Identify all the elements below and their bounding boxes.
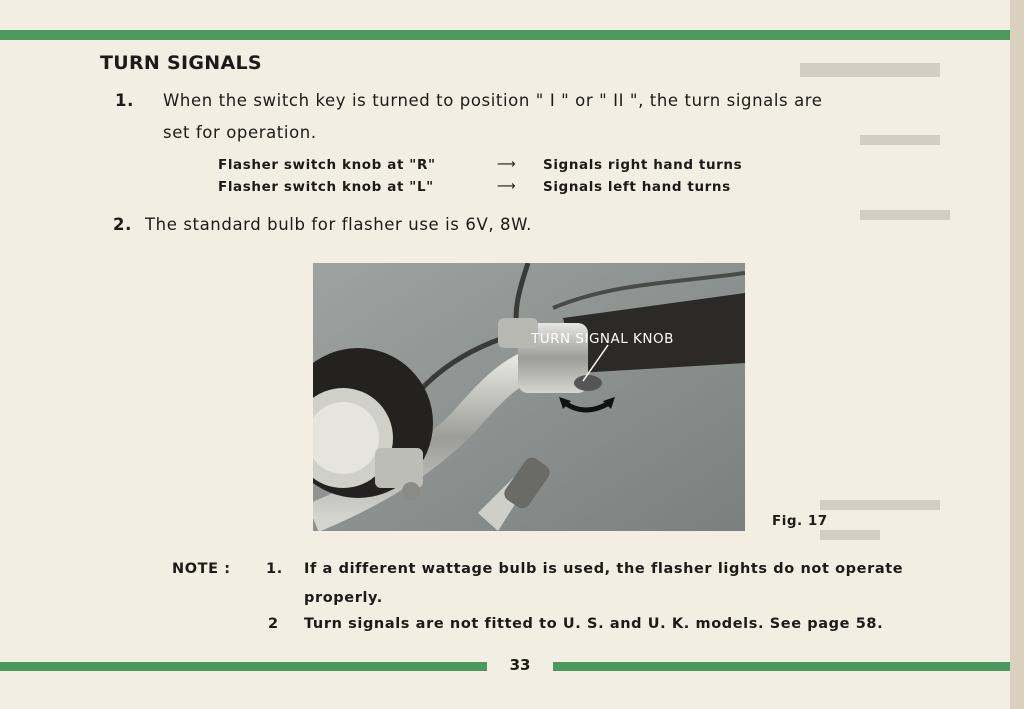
page-edge: [1010, 0, 1024, 709]
handlebar-photo: [313, 263, 745, 531]
bottom-green-rule-left: [0, 662, 487, 671]
figure-caption: Fig. 17: [772, 513, 828, 529]
flasher-l-condition: Flasher switch knob at "L": [218, 179, 434, 195]
arrow-icon: ⟶: [497, 157, 516, 172]
bottom-green-rule-right: [553, 662, 1024, 671]
flasher-l-result: Signals left hand turns: [543, 179, 731, 195]
item1-line1: When the switch key is turned to position " I " or " II ", the turn signals are: [163, 91, 823, 110]
page-number: 33: [509, 656, 531, 674]
note-item2-number: 2: [268, 616, 279, 632]
note-item1-line1: If a different wattage bulb is used, the flasher lights do not operate: [304, 561, 904, 577]
note-item1-number: 1.: [266, 561, 283, 577]
note-item1-line2: properly.: [304, 590, 383, 606]
item2-number: 2.: [113, 215, 132, 234]
item1-number: 1.: [115, 91, 134, 110]
section-heading: TURN SIGNALS: [100, 52, 262, 74]
item2-text: The standard bulb for flasher use is 6V, 8W.: [145, 215, 532, 234]
knob-label: TURN SIGNAL KNOB: [531, 331, 674, 347]
arrow-icon: ⟶: [497, 179, 516, 194]
flasher-r-result: Signals right hand turns: [543, 157, 743, 173]
note-label: NOTE :: [172, 561, 231, 577]
flasher-r-condition: Flasher switch knob at "R": [218, 157, 436, 173]
top-green-rule: [0, 30, 1024, 40]
note-item2-line1: Turn signals are not fitted to U. S. and U. K. models. See page 58.: [304, 616, 884, 632]
item1-line2: set for operation.: [163, 123, 317, 142]
